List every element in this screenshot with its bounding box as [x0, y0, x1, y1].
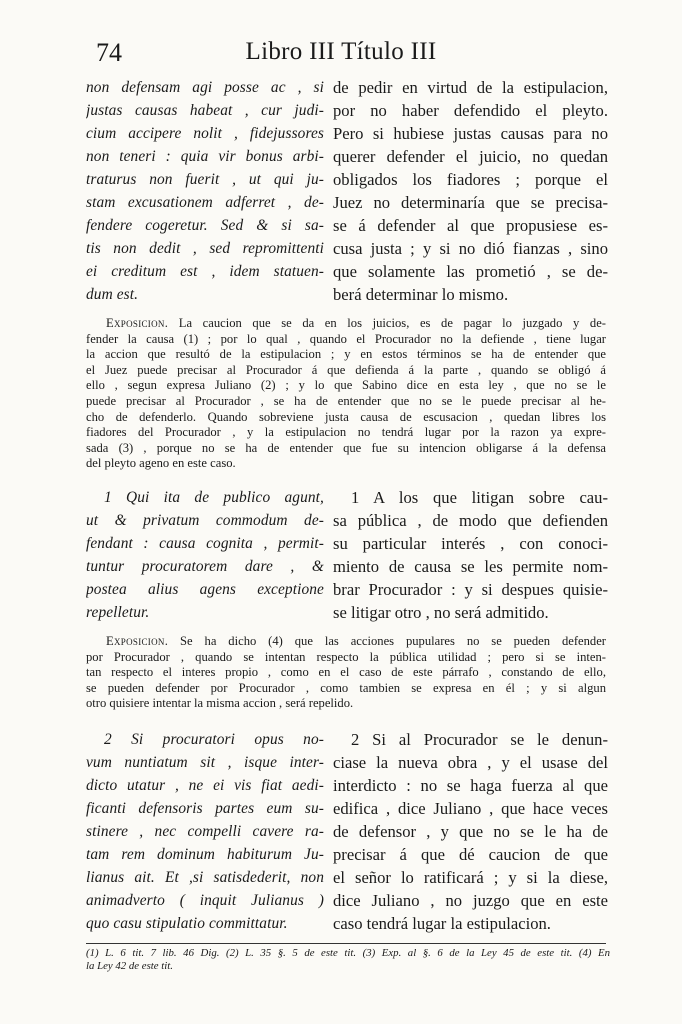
spanish-column	[333, 728, 608, 935]
text-block-1	[86, 76, 606, 311]
latin-line: stam excusationem adferret , de-	[86, 194, 324, 211]
footnote-line: la Ley 42 de este tit.	[86, 960, 173, 972]
text-block-2	[86, 486, 606, 626]
exposicion-line: Se ha dicho (4) que las acciones pupulares no se pueden defender	[168, 634, 606, 648]
latin-line: cium accipere nolit , fidejussores	[86, 125, 324, 142]
spanish-line: su particular interés , con conoci-	[333, 534, 608, 553]
spanish-line: sa pública , de modo que defienden	[333, 511, 608, 530]
footnotes	[86, 947, 610, 973]
spanish-line: dice Juliano , no juzgo que en este	[333, 891, 608, 910]
spanish-line: por no haber defendido el pleyto.	[333, 101, 608, 120]
spanish-line: obligados los fiadores ; porque el	[333, 170, 608, 189]
exposicion-line: sada (3) , porque no se ha de entender que fue su intencion obligarse á la defensa	[86, 440, 606, 455]
exposicion-line: fender la causa (1) ; por lo qual , quando el Procurador no la defiende , tiene lugar	[86, 331, 606, 346]
exposicion-line: tan respecto el interes propio , como en el caso de este párrafo , constando de ello,	[86, 665, 606, 680]
exposicion-line: fiadores del Procurador , y la estipulacion no tendrá lugar por la razon ya expre-	[86, 425, 606, 440]
exposicion-line: se pueden defender por Procurador , como tambien se expresa en él ; y si algun	[86, 680, 606, 695]
exposicion-line: La caucion que se da en los juicios, es de pagar lo juzgado y de-	[168, 316, 606, 330]
spanish-line: se litigar otro , no será admitido.	[333, 603, 549, 622]
spanish-line: caso tendrá lugar la estipulacion.	[333, 914, 551, 933]
latin-line: tam rem dominum habiturum Ju-	[86, 846, 324, 863]
latin-line: justas causas habeat , cur judi-	[86, 102, 324, 119]
text-block-3	[86, 728, 606, 938]
latin-line: lianus ait. Et ,si satisdederit, non	[86, 869, 324, 886]
latin-line: stinere , nec compelli cavere ra-	[86, 823, 324, 840]
latin-line: repelletur.	[86, 604, 150, 621]
spanish-line: 1 A los que litigan sobre cau-	[351, 488, 608, 507]
exposicion-1	[86, 316, 606, 472]
latin-line: 2 Si procuratori opus no-	[104, 731, 324, 748]
spanish-line: 2 Si al Procurador se le denun-	[351, 730, 608, 749]
spanish-line: que solamente las prometió , se de-	[333, 262, 608, 281]
spanish-line: de defensor , y que no se le ha de	[333, 822, 608, 841]
spanish-line: edifica , dice Juliano , que hace veces	[333, 799, 608, 818]
latin-line: vum nuntiatum sit , isque inter-	[86, 754, 324, 771]
latin-line: 1 Qui ita de publico agunt,	[104, 489, 324, 506]
latin-column	[86, 76, 324, 306]
spanish-column	[333, 76, 608, 306]
page-number: 74	[96, 38, 122, 67]
latin-line: tuntur procuratorem dare , &	[86, 558, 324, 575]
spanish-line: interdicto : no se haga fuerza al que	[333, 776, 608, 795]
spanish-line: de pedir en virtud de la estipulacion,	[333, 78, 608, 97]
latin-line: non defensam agi posse ac , si	[86, 79, 324, 96]
exposicion-line: del pleyto ageno en este caso.	[86, 456, 236, 471]
latin-line: fendere cogeretur. Sed & si sa-	[86, 217, 324, 234]
latin-line: fendant : causa cognita , permit-	[86, 535, 324, 552]
exposicion-label: Exposicion.	[106, 634, 169, 648]
latin-line: postea alius agens exceptione	[86, 581, 324, 598]
spanish-line: ciase la nueva obra , y el usase del	[333, 753, 608, 772]
spanish-line: berá determinar lo mismo.	[333, 285, 509, 304]
latin-line: dum est.	[86, 286, 139, 303]
exposicion-line: cho de defenderlo. Quando sobreviene justa causa de escusacion , quedan libres los	[86, 409, 606, 424]
exposicion-2	[86, 634, 606, 712]
latin-line: dicto utatur , ne ei vis fiat aedi-	[86, 777, 324, 794]
latin-line: traturus non fuerit , ut qui ju-	[86, 171, 324, 188]
spanish-line: cusa justa ; y si no dió fianzas , sino	[333, 239, 608, 258]
latin-column	[86, 486, 324, 624]
running-head: Libro III Título III	[245, 38, 437, 65]
exposicion-line: la accion que resultó de la estipulacion ; y en estos términos se ha de entender que	[86, 347, 606, 362]
latin-line: ficanti defensoris partes eum su-	[86, 800, 324, 817]
latin-line: non teneri : quia vir bonus arbi-	[86, 148, 324, 165]
spanish-line: Pero si hubiese justas causas para no	[333, 124, 608, 143]
spanish-column	[333, 486, 608, 624]
latin-line: animadverto ( inquit Julianus )	[86, 892, 324, 909]
spanish-line: querer defender el juicio, no quedan	[333, 147, 608, 166]
exposicion-line: puede precisar al Procurador , se ha de entender que no se le puede precisar al he-	[86, 393, 606, 408]
latin-line: ut & privatum commodum de-	[86, 512, 324, 529]
spanish-line: precisar á que dé caucion de que	[333, 845, 608, 864]
latin-line: tis non dedit , sed repromittenti	[86, 240, 324, 257]
exposicion-line: ello , segun expresa Juliano (2) ; y lo que Sabino dice en esta ley , que no se le	[86, 378, 606, 393]
footnote-divider	[86, 943, 606, 944]
exposicion-line: otro quisiere intentar la misma accion , será repelido.	[86, 696, 354, 711]
latin-line: ei creditum est , idem statuen-	[86, 263, 324, 280]
page-header	[0, 38, 682, 70]
latin-column	[86, 728, 324, 935]
latin-line: quo casu stipulatio committatur.	[86, 915, 288, 932]
spanish-line: el señor lo ratificará ; y si la diese,	[333, 868, 608, 887]
spanish-line: miento de causa se les permite nom-	[333, 557, 608, 576]
exposicion-line: por Procurador , quando se intentan respecto la pública utilidad ; pero si se inten-	[86, 649, 606, 664]
exposicion-label: Exposicion.	[106, 316, 169, 330]
spanish-line: se á defender al que propusiese es-	[333, 216, 608, 235]
spanish-line: brar Procurador : y si despues quisie-	[333, 580, 608, 599]
exposicion-line: el Juez puede precisar al Procurador á que defienda á la parte , quando se obligó á	[86, 362, 606, 377]
footnote-line: (1) L. 6 tit. 7 lib. 46 Dig. (2) L. 35 §. 5 de este tit. (3) Exp. al §. 6 de la Ley 45 de este tit. (4) En	[86, 947, 610, 959]
spanish-line: Juez no determinaría que se precisa-	[333, 193, 608, 212]
